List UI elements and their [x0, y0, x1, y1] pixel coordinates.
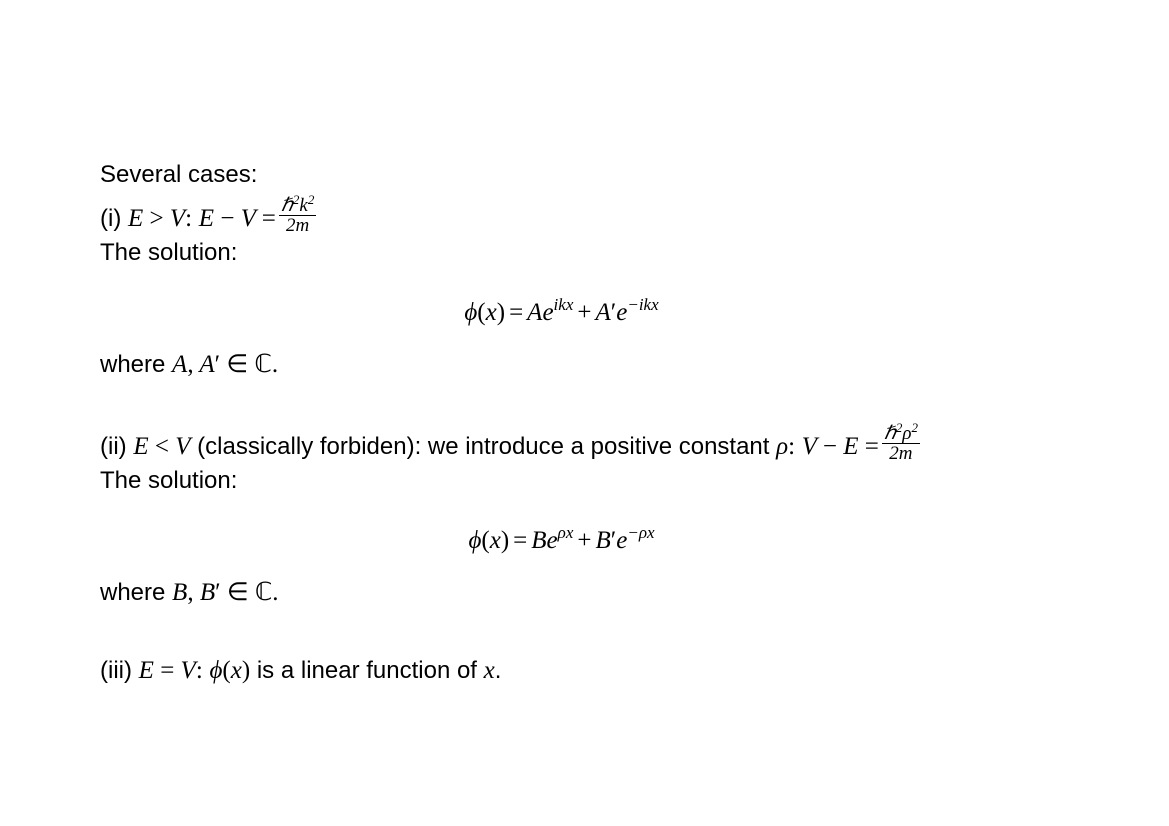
fraction-numerator: $\hbar^2k^2$ — [280, 192, 315, 216]
case-i-fraction — [279, 192, 316, 236]
case-ii-fraction — [882, 420, 920, 464]
case-iii-variable: x — [483, 657, 495, 684]
case-ii-condition: E < V — [133, 432, 191, 460]
case-ii-solution-label — [100, 467, 237, 495]
case-ii-line: (ii) E < V (classically forbiden): we introduce a positive constant ρ: V − E = $\frac{\hbar^2\rho^2}{2m}$ — [100, 420, 918, 464]
fraction-denominator: 2m — [286, 215, 310, 236]
where-text: where — [100, 579, 166, 606]
intro-line — [100, 161, 257, 189]
case-i-label: (i) — [100, 204, 122, 232]
case-i-solution-label — [100, 239, 237, 267]
case-ii-label: (ii) — [100, 432, 127, 460]
fraction-numerator: $\hbar^2\rho^2$ — [883, 420, 918, 444]
case-ii-text: (classically forbiden): we introduce a positive constant — [197, 432, 770, 460]
case-i-where-line — [100, 351, 278, 379]
case-i-condition: E > V — [128, 204, 186, 232]
case-iii-condition: E = V — [138, 657, 196, 684]
rho-symbol: ρ — [776, 432, 789, 460]
case-ii-where-math: B, B′ ∈ ℂ. — [172, 579, 279, 606]
case-i-relation: E − V = — [198, 204, 276, 232]
case-iii-function: ϕ(x) — [209, 657, 251, 684]
case-iii-text: is a linear function of — [256, 657, 477, 684]
case-i-equation: $\phi(x) = Ae^{ikx} + A'e^{-ikx}$ — [464, 295, 659, 326]
case-i-where-math: A, A′ ∈ ℂ. — [172, 351, 279, 378]
where-text: where — [100, 351, 166, 378]
case-iii-label: (iii) — [100, 657, 132, 684]
case-i-line: (i) E > V: E − V = $\frac{\hbar^2k^2}{2m}$ — [100, 192, 315, 236]
intro-text: Several cases: — [100, 161, 258, 188]
case-ii-equation: $\phi(x) = Be^{\rho x} + B'e^{-\rho x}$ — [468, 523, 655, 554]
solution-label-text: The solution: — [100, 239, 238, 266]
case-iii-line: (iii) E = V: ϕ(x) is a linear function of x. — [100, 657, 502, 684]
case-ii-relation: V − E = — [801, 432, 879, 460]
fraction-denominator: 2m — [889, 443, 913, 464]
solution-label-text: The solution: — [100, 467, 238, 494]
case-ii-where-line — [100, 579, 279, 607]
